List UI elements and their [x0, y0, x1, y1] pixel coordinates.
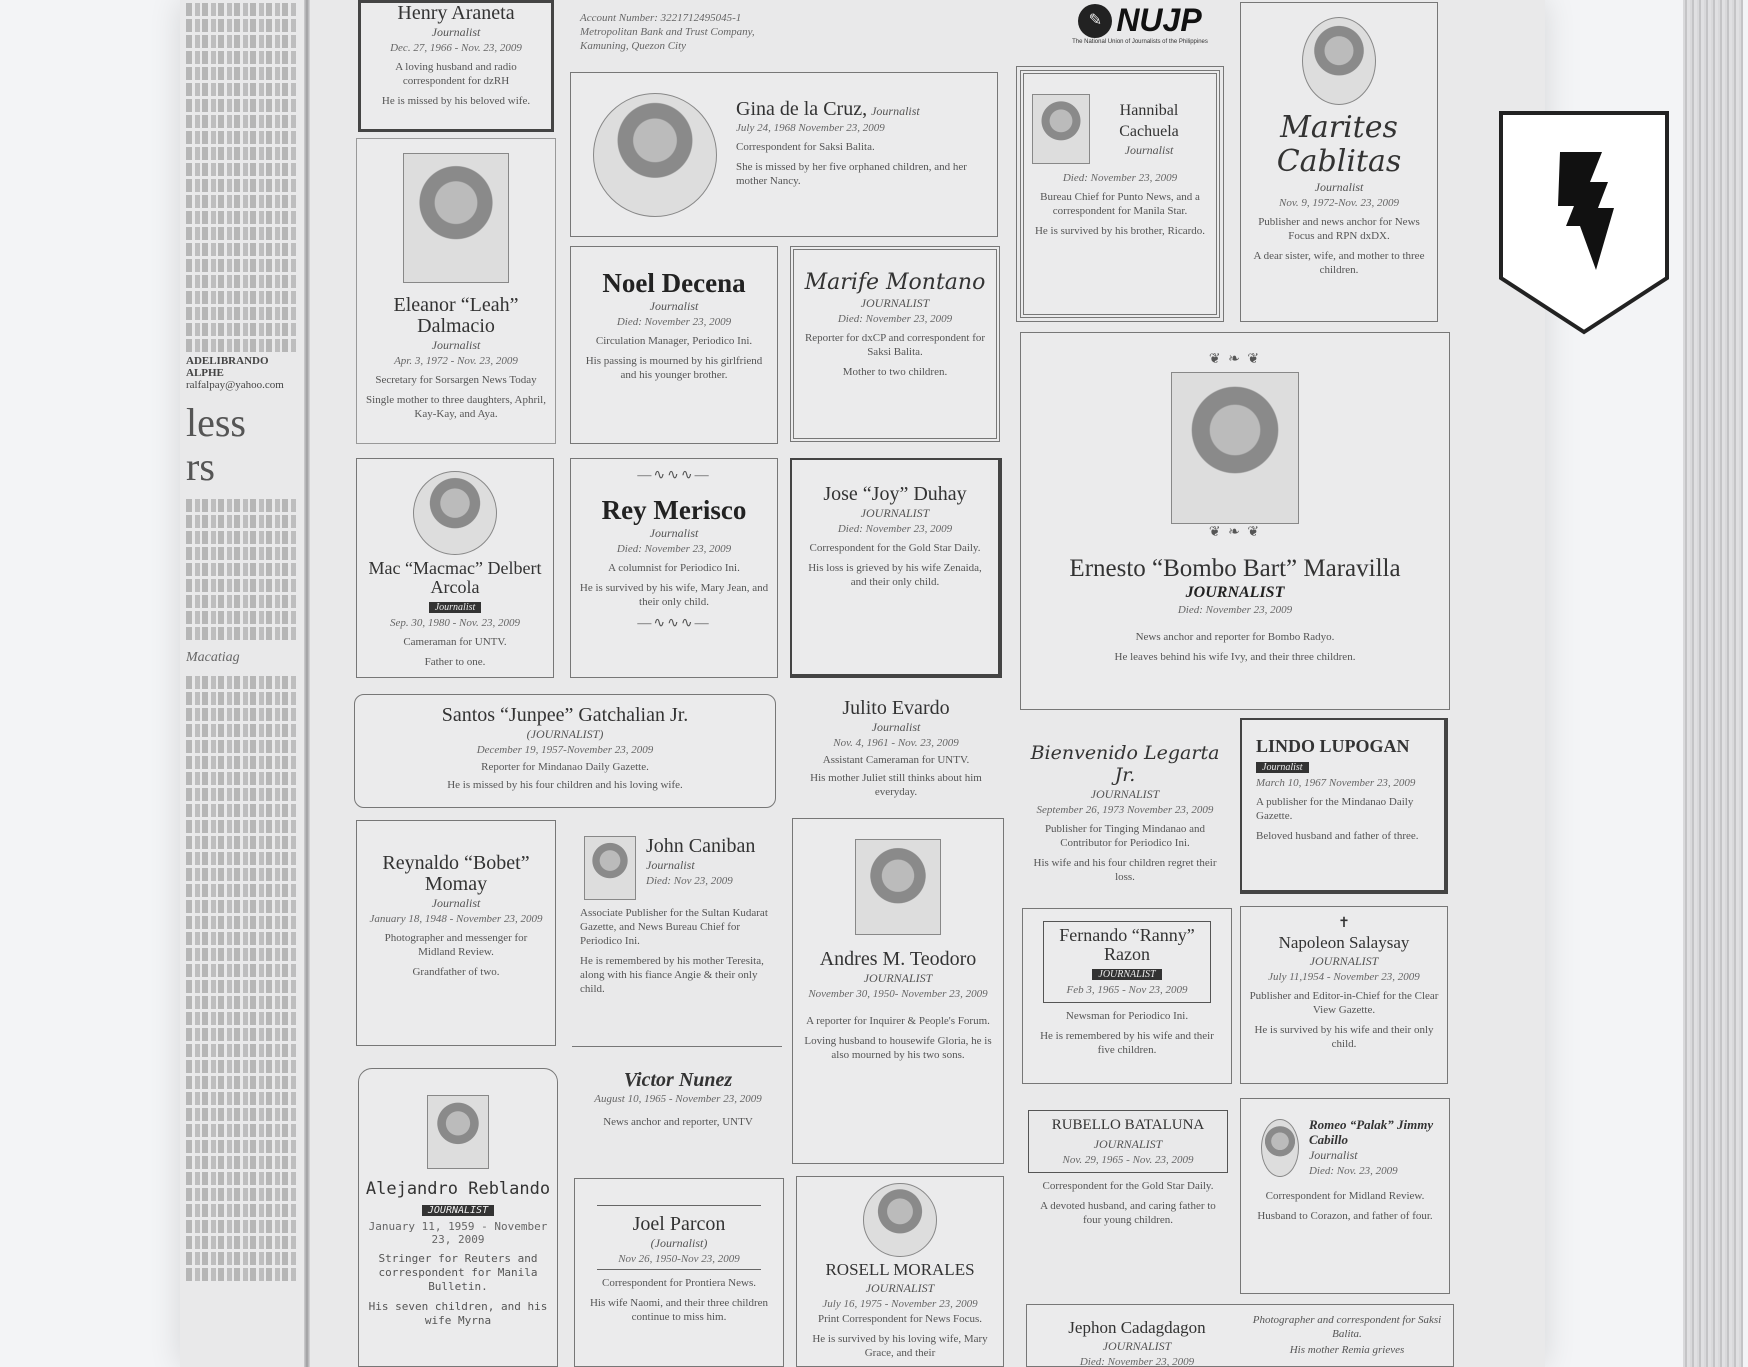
obituary-marites-cablitas: Marites Cablitas Journalist Nov. 9, 1972-Nov. 23, 2009 Publisher and news anchor for News Focus and RPN dxDX. A dear sister, wife, and mother to three children. [1240, 2, 1438, 322]
ornament-flourish: —∿∿∿— [637, 468, 711, 483]
obituary-santos-gatchalian: Santos “Junpee” Gatchalian Jr. (JOURNALIST) December 19, 1957-November 23, 2009 Reporter for Mindanao Daily Gazette. He is missed by his four children and his loving wife. [354, 694, 776, 808]
obituary-eleanor-dalmacio: Eleanor “Leah” Dalmacio Journalist Apr. 3, 1972 - Nov. 23, 2009 Secretary for Sorsargen News Today Single mother to three daughters, Aphril, Kay-Kay, and Aya. [356, 138, 556, 444]
obituary-rey-merisco: —∿∿∿— Rey Merisco Journalist Died: November 23, 2009 A columnist for Periodico Ini. He is survived by his wife, Mary Jean, and their only child. —∿∿∿— [570, 458, 778, 678]
portrait-photo [427, 1095, 489, 1169]
portrait-photo [1032, 94, 1090, 164]
account-info: Account Number: 3221712495045-1 Metropolitan Bank and Trust Company, Kamuning, Quezon City [580, 12, 755, 52]
ornament-flourish: ❦ ❧ ❦ [1208, 352, 1262, 367]
obituary-marife-montano: Marife Montano JOURNALIST Died: November 23, 2009 Reporter for dxCP and correspondent for Saksi Balita. Mother to two children. [790, 246, 1000, 442]
obituary-romeo-cabillo: Romeo “Palak” Jimmy Cabillo Journalist Died: Nov. 23, 2009 Correspondent for Midland Review. Husband to Corazon, and father of four. [1240, 1098, 1450, 1294]
lightning-badge [1498, 110, 1670, 335]
portrait-photo [1261, 1119, 1299, 1177]
cross-icon: ✝ [1338, 916, 1350, 931]
portrait-photo [593, 93, 717, 217]
obituary-victor-nunez: Victor Nunez August 10, 1965 - November 23, 2009 News anchor and reporter, UNTV [594, 1069, 762, 1128]
obituary-rubello-bataluna: RUBELLO BATALUNA JOURNALIST Nov. 29, 1965 - Nov. 23, 2009 Correspondent for the Gold Star Daily. A devoted husband, and caring father to four young children. [1022, 1110, 1234, 1233]
portrait-photo [403, 153, 509, 283]
portrait-photo [413, 471, 497, 555]
page-fold [304, 0, 310, 1367]
nujp-logo: ✎ NUJP The National Union of Journalists of the Philippines [1072, 2, 1208, 45]
adjacent-page-column [186, 0, 298, 1367]
portrait-photo [855, 839, 941, 935]
portrait-photo [1171, 372, 1299, 524]
column-heading: less rs [186, 400, 246, 489]
ornament-flourish: —∿∿∿— [637, 616, 711, 631]
ornament-flourish: ❦ ❧ ❦ [1208, 525, 1262, 540]
obituary-fernando-razon: Fernando “Ranny” Razon JOURNALIST Feb 3, 1965 - Nov 23, 2009 Newsman for Periodico Ini. He is remembered by his wife and their five children. [1022, 908, 1232, 1084]
portrait-photo [1302, 17, 1376, 105]
obituary-andres-teodoro: Andres M. Teodoro JOURNALIST November 30, 1950- November 23, 2009 A reporter for Inquirer & People's Forum. Loving husband to housewife Gloria, he is also mourned by his two sons. [792, 818, 1004, 1164]
obituary-hannibal-cachuela: Hannibal Cachuela Journalist Died: November 23, 2009 Bureau Chief for Punto News, and a correspondent for Manila Star. He is survived by his brother, Ricardo. [1020, 70, 1220, 318]
obituary-reynaldo-momay: Reynaldo “Bobet” Momay Journalist January 18, 1948 - November 23, 2009 Photographer and messenger for Midland Review. Grandfather of two. [356, 820, 556, 1046]
obituary-napoleon-salaysay: ✝ Napoleon Salaysay JOURNALIST July 11,1954 - November 23, 2009 Publisher and Editor-in-Chief for the Clear View Gazette. He is survived by his wife and their only child. [1240, 906, 1448, 1084]
obituary-jose-duhay: Jose “Joy” Duhay JOURNALIST Died: November 23, 2009 Correspondent for the Gold Star Daily. His loss is grieved by his wife Zenaida, and their only child. [790, 458, 1002, 678]
page-stack-edge [1683, 0, 1743, 1367]
obituary-joel-parcon: Joel Parcon (Journalist) Nov 26, 1950-Nov 23, 2009 Correspondent for Prontiera News. His wife Naomi, and their three children continue to miss him. [574, 1178, 784, 1367]
obituary-mac-arcola: Mac “Macmac” Delbert Arcola Journalist Sep. 30, 1980 - Nov. 23, 2009 Cameraman for UNTV. Father to one. [356, 458, 554, 678]
portrait-photo [863, 1183, 937, 1257]
obituary-lindo-lupogan: LINDO LUPOGAN Journalist March 10, 1967 November 23, 2009 A publisher for the Mindanao Daily Gazette. Beloved husband and father of three. [1240, 718, 1448, 894]
column-subhead: Macatiag [186, 650, 240, 665]
obituary-rosell-morales: ROSELL MORALES JOURNALIST July 16, 1975 - November 23, 2009 Print Correspondent for News Focus. He is survived by his loving wife, Mary Grace, and their [796, 1176, 1004, 1367]
column-email: ralfalpay@yahoo.com [186, 379, 284, 391]
obituary-john-caniban: John Caniban Journalist Died: Nov 23, 2009 Associate Publisher for the Sultan Kudarat Gazette, and News Bureau Chief for Periodico Ini. He is remembered by his mother Teresita, along with his fiance Angie & their only child. [572, 836, 782, 1047]
obituary-bienvenido-legarta: Bienvenido Legarta Jr. JOURNALIST September 26, 1973 November 23, 2009 Publisher for Tinging Mindanao and Contributor for Periodico Ini. His wife and his four children regret their loss. [1030, 742, 1220, 883]
column-credit: ADELIBRANDO ALPHE [186, 355, 269, 379]
obituary-ernesto-maravilla: ❦ ❧ ❦ ❦ ❧ ❦ Ernesto “Bombo Bart” Maravilla JOURNALIST Died: November 23, 2009 News anchor and reporter for Bombo Radyo. He leaves behind his wife Ivy, and their three children. [1020, 332, 1450, 710]
obituary-jephon-cadagdagon: Jephon Cadagdagon JOURNALIST Died: November 23, 2009 Photographer and correspondent for Saksi Balita. His mother Remia grieves [1026, 1304, 1454, 1367]
nujp-seal-icon: ✎ [1078, 4, 1112, 38]
obituary-gina-de-la-cruz: Gina de la Cruz, Journalist July 24, 1968 November 23, 2009 Correspondent for Saksi Balita. She is missed by her five orphaned children, and her mother Nancy. [570, 72, 998, 237]
obituary-noel-decena: Noel Decena Journalist Died: November 23, 2009 Circulation Manager, Periodico Ini. His passing is mourned by his girlfriend and his younger brother. [570, 246, 778, 444]
obituary-julito-evardo: Julito Evardo Journalist Nov. 4, 1961 - Nov. 23, 2009 Assistant Cameraman for UNTV. His mother Juliet still thinks about him everyday. [810, 697, 982, 798]
obituary-alejandro-reblando: Alejandro Reblando JOURNALIST January 11, 1959 - November 23, 2009 Stringer for Reuters and correspondent for Manila Bulletin. His seven children, and his wife Myrna [358, 1068, 558, 1367]
portrait-photo [584, 836, 636, 900]
obituary-henry-araneta: Henry Araneta Journalist Dec. 27, 1966 - Nov. 23, 2009 A loving husband and radio correspondent for dzRH He is missed by his beloved wife. [358, 0, 554, 132]
